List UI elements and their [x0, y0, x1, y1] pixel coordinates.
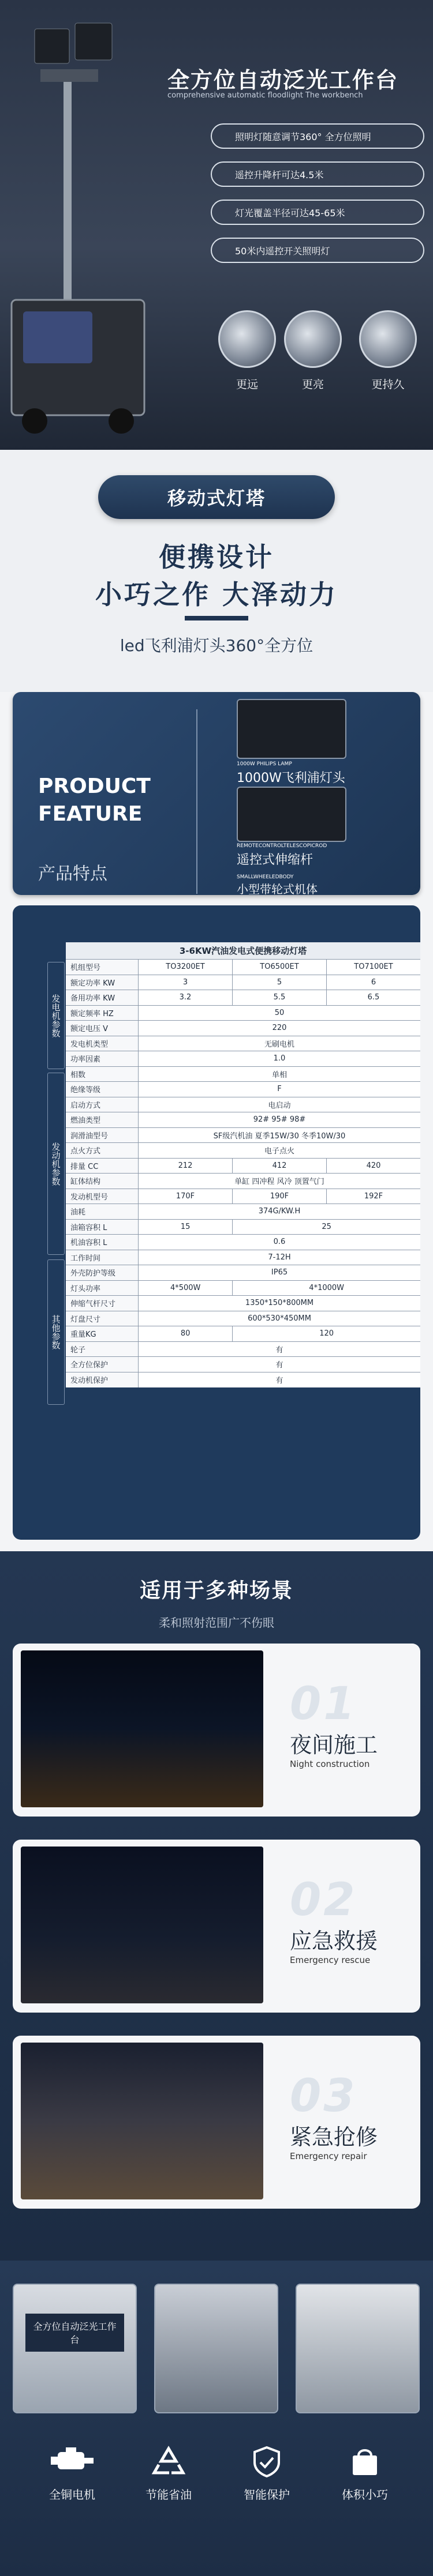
- tower-machine-illustration: [0, 0, 150, 450]
- feature-pill-2: 遥控升降杆可达4.5米: [211, 161, 424, 187]
- feature-card: [13, 692, 420, 895]
- spec-row: [66, 1128, 420, 1144]
- spec-cell: 无刷电机: [264, 1040, 294, 1049]
- circle-label-farther: 更远: [236, 378, 258, 391]
- spec-row-label: 发动机型号: [66, 1189, 139, 1204]
- farther-light-image: [218, 310, 276, 368]
- spec-cell: 190F: [233, 1189, 327, 1204]
- spec-row-label: 绝缘等级: [66, 1082, 139, 1097]
- circle-label-brighter: 更亮: [301, 378, 324, 391]
- spec-cell: TO6500ET: [233, 960, 327, 975]
- feature-title-en: [38, 773, 151, 828]
- feature-title-cn: 产品特点: [38, 864, 107, 884]
- spec-row-label: 灯盘尺寸: [66, 1311, 139, 1326]
- spec-row: [66, 1112, 420, 1128]
- scenario-number: 02: [290, 1874, 357, 1926]
- spec-row-label: 润滑油型号: [66, 1128, 139, 1143]
- body-name: 小型带轮式机体: [237, 882, 318, 896]
- spec-row: [66, 1097, 420, 1113]
- hero-section: [0, 0, 433, 450]
- shield-check-icon: [241, 2445, 293, 2477]
- spec-row: [66, 1265, 420, 1281]
- mobile-tower-section: [0, 450, 433, 692]
- spec-cell: 电子点火: [264, 1147, 294, 1156]
- spec-cell: 15: [139, 1220, 233, 1235]
- rod-small-label: REMOTECONTROLTELESCOPICROD: [237, 843, 327, 849]
- feature-compact: 体积小巧: [342, 2488, 388, 2502]
- spec-cell: 600*530*450MM: [248, 1314, 311, 1323]
- spec-row: [66, 1220, 420, 1235]
- spec-row: [66, 1372, 420, 1388]
- spec-row: [66, 1189, 420, 1205]
- spec-row-label: 外壳防护等级: [66, 1265, 139, 1280]
- spec-cell: 有: [275, 1377, 283, 1386]
- lamp-name: 1000W飞利浦灯头: [237, 771, 345, 785]
- spec-cell: 3.2: [139, 990, 233, 1005]
- motor-icon: [46, 2445, 98, 2477]
- spec-cell: 4*500W: [139, 1281, 233, 1296]
- feature-pill-3: 灯光覆盖半径可达45-65米: [211, 200, 424, 225]
- spec-row: [66, 1021, 420, 1036]
- scenario-number: 03: [290, 2070, 357, 2122]
- feature-smart-protection: 智能保护: [244, 2488, 290, 2502]
- spec-cell: 420: [366, 1161, 381, 1170]
- section-banner: 移动式灯塔: [98, 475, 335, 519]
- spec-row-label: 功率因素: [66, 1051, 139, 1066]
- spec-cell: TO7100ET: [354, 962, 393, 972]
- spec-row-label: 发动机保护: [66, 1372, 139, 1388]
- spec-cell: 80: [139, 1326, 233, 1341]
- spec-cell: 220: [272, 1024, 287, 1033]
- night-construction-photo: [21, 1650, 263, 1807]
- rod-name: 遥控式伸缩杆: [237, 853, 313, 867]
- wheel-closeup-image: [296, 2284, 420, 2413]
- spec-row: [66, 1067, 420, 1082]
- spec-row-label: 油耗: [66, 1204, 139, 1219]
- longer-light-image: [359, 310, 417, 368]
- hero-subtitle: comprehensive automatic floodlight The workbench: [167, 91, 363, 100]
- spec-row-label: 备用功率 KW: [66, 990, 139, 1005]
- body-small-label: SMALLWHEELEDBODY: [237, 874, 294, 880]
- scenario-card-3: [13, 2036, 420, 2209]
- feature-title-en-1: PRODUCT: [38, 774, 151, 798]
- spec-row: [66, 1250, 420, 1266]
- spec-row-label: 伸缩气杆尺寸: [66, 1296, 139, 1311]
- spec-row: [66, 1357, 420, 1372]
- spec-row: [66, 990, 420, 1006]
- rod-image: [237, 787, 346, 842]
- spec-row-label: 排量 CC: [66, 1159, 139, 1174]
- spec-row: [66, 1204, 420, 1220]
- spec-row: [66, 1311, 420, 1327]
- spec-cell: 有: [275, 1361, 283, 1370]
- spec-cell: 170F: [139, 1189, 233, 1204]
- spec-row-label: 机油容积 L: [66, 1235, 139, 1250]
- spec-cell: 212: [139, 1159, 233, 1174]
- spec-cell: 6.5: [367, 993, 380, 1002]
- spec-table-title: 3-6KW汽油发电式便携移动灯塔: [66, 942, 420, 960]
- headline-portable: 便携设计: [159, 541, 274, 573]
- spec-cell: 有: [275, 1345, 283, 1355]
- recycle-icon: [143, 2445, 195, 2477]
- spec-cell: SF级汽机油 夏季15W/30 冬季10W/30: [213, 1131, 346, 1141]
- spec-row-label: 额定功率 KW: [66, 975, 139, 990]
- feature-pill-1: 照明灯随意调节360° 全方位照明: [211, 123, 424, 149]
- spec-cell: 6: [371, 977, 376, 987]
- spec-cell: 5.5: [233, 990, 327, 1005]
- bottom-features-section: [0, 2261, 433, 2576]
- spec-row: [66, 1326, 420, 1342]
- spec-cell: 1.0: [273, 1054, 286, 1063]
- spec-row: [66, 1174, 420, 1189]
- group-generator: 发电机参数: [47, 962, 65, 1069]
- spec-row: [66, 1143, 420, 1159]
- spec-row: [66, 960, 420, 975]
- group-engine: 发动机参数: [47, 1073, 65, 1255]
- scenario-name-en: Emergency repair: [290, 2151, 367, 2161]
- spec-cell: 412: [233, 1159, 327, 1174]
- headline-led: led飞利浦灯头360°全方位: [120, 636, 313, 655]
- spec-row-label: 额定电压 V: [66, 1021, 139, 1036]
- scenario-number: 01: [290, 1678, 357, 1730]
- scenario-name-en: Emergency rescue: [290, 1955, 371, 1965]
- spec-cell: 5: [233, 975, 327, 990]
- circle-label-longer: 更持久: [371, 378, 405, 391]
- spec-row-label: 灯头功率: [66, 1281, 139, 1296]
- feature-title-en-2: FEATURE: [38, 802, 143, 826]
- spec-row: [66, 1051, 420, 1067]
- spec-row-label: 轮子: [66, 1342, 139, 1357]
- spec-row-label: 工作时间: [66, 1250, 139, 1265]
- machine-panel-label: 全方位自动泛光工作台: [25, 2314, 124, 2352]
- spec-cell: 1350*150*800MM: [245, 1299, 314, 1308]
- spec-row: [66, 1159, 420, 1174]
- scenario-card-2: [13, 1840, 420, 2013]
- scenarios-section: [0, 1551, 433, 2261]
- spec-row-label: 启动方式: [66, 1097, 139, 1112]
- spec-cell: 192F: [364, 1191, 383, 1201]
- brighter-light-image: [284, 310, 342, 368]
- spec-cell: 电启动: [268, 1101, 291, 1110]
- spec-row-label: 全方位保护: [66, 1357, 139, 1372]
- spec-cell: F: [277, 1085, 282, 1094]
- spec-cell: 单缸 四冲程 风冷 顶置气门: [234, 1178, 324, 1187]
- spec-row: [66, 1342, 420, 1357]
- spec-row: [66, 1036, 420, 1052]
- spec-row: [66, 1281, 420, 1296]
- spec-row: [66, 1296, 420, 1311]
- scenario-card-1: [13, 1644, 420, 1817]
- spec-cell: IP65: [271, 1268, 288, 1277]
- spec-row-label: 额定频率 HZ: [66, 1006, 139, 1021]
- scenarios-subtitle: 柔和照射范围广不伤眼: [159, 1616, 274, 1630]
- spec-row-label: 燃油类型: [66, 1112, 139, 1127]
- feature-divider: [196, 709, 197, 894]
- spec-table: [66, 942, 420, 1387]
- scenario-name: 紧急抢修: [290, 2124, 378, 2150]
- lamp-small-label: 1000W PHILIPS LAMP: [237, 761, 292, 767]
- feature-fuel-saving: 节能省油: [145, 2488, 192, 2502]
- spec-cell: TO3200ET: [139, 960, 233, 975]
- spec-cell: 50: [274, 1008, 285, 1017]
- engine-closeup-image: [154, 2284, 278, 2413]
- product-feature-section: [0, 692, 433, 905]
- feature-pill-4: 50米内遥控开关照明灯: [211, 238, 424, 263]
- scenario-name: 夜间施工: [290, 1732, 378, 1758]
- spec-card: [13, 905, 420, 1540]
- spec-row-label: 相数: [66, 1067, 139, 1082]
- spec-section: [0, 905, 433, 1551]
- spec-row: [66, 975, 420, 991]
- spec-cell: 0.6: [273, 1238, 286, 1247]
- divider-bar: [185, 616, 248, 621]
- spec-cell: 25: [322, 1222, 331, 1231]
- scenario-name: 应急救援: [290, 1928, 378, 1954]
- hero-title: 全方位自动泛光工作台: [167, 67, 399, 93]
- spec-row-label: 缸体结构: [66, 1174, 139, 1189]
- spec-row-label: 重量KG: [66, 1326, 139, 1341]
- group-other: 其他参数: [47, 1259, 65, 1405]
- spec-cell: 3: [139, 975, 233, 990]
- spec-cell: 4*1000W: [309, 1283, 345, 1292]
- spec-row: [66, 1006, 420, 1021]
- spec-row-label: 机组型号: [66, 960, 139, 975]
- emergency-rescue-photo: [21, 1847, 263, 2003]
- spec-cell: 92# 95# 98#: [253, 1115, 306, 1125]
- headline-power: 小巧之作 大泽动力: [95, 579, 338, 610]
- spec-row-label: 油箱容积 L: [66, 1220, 139, 1235]
- bag-icon: [339, 2445, 391, 2477]
- spec-row: [66, 1235, 420, 1250]
- spec-row: [66, 1082, 420, 1097]
- scenario-name-en: Night construction: [290, 1759, 370, 1769]
- spec-row-label: 发电机类型: [66, 1036, 139, 1051]
- emergency-repair-photo: [21, 2043, 263, 2199]
- spec-cell: 7-12H: [268, 1253, 291, 1262]
- machine-panel-image: [13, 2284, 137, 2413]
- feature-copper-motor: 全铜电机: [49, 2488, 95, 2502]
- spec-cell: 120: [319, 1329, 334, 1338]
- scenarios-title: 适用于多种场景: [139, 1579, 293, 1603]
- lamp-image: [237, 699, 346, 759]
- spec-cell: 单相: [271, 1070, 287, 1080]
- spec-cell: 374G/KW.H: [258, 1207, 301, 1216]
- spec-row-label: 点火方式: [66, 1143, 139, 1158]
